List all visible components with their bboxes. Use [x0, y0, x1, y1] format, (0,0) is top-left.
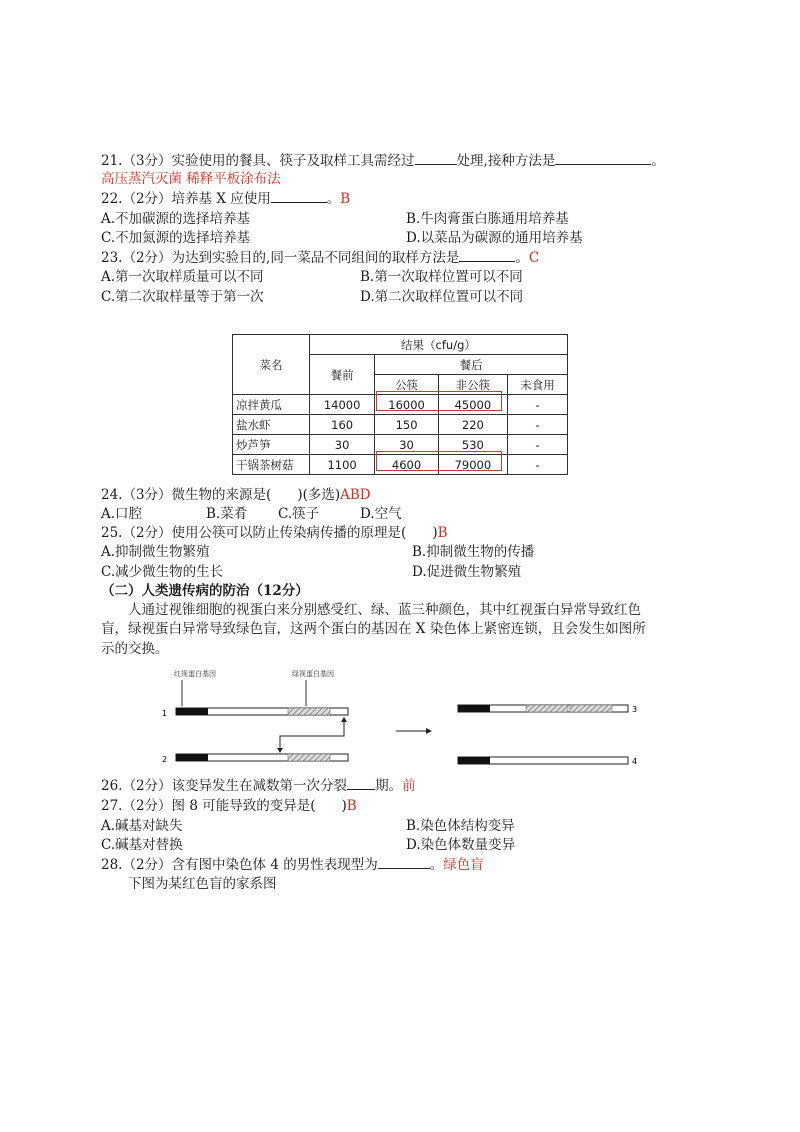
table-row: 干锅茶树菇 1100 4600 79000 - — [233, 455, 568, 475]
chromosome-number-4: 4 — [632, 757, 638, 766]
q22-option-c: C.不加氮源的选择培养基 — [101, 230, 251, 246]
q27-stem: 27.（2分）图 8 可能导致的变异是( )B — [101, 798, 357, 814]
q27-option-c: C.碱基对替换 — [101, 837, 183, 853]
q24-option-d: D.空气 — [360, 506, 402, 522]
arrowhead — [277, 748, 283, 753]
table-row: 炒芦笋 30 30 530 - — [233, 435, 568, 455]
q27-answer: B — [346, 798, 357, 814]
crossover-line — [280, 720, 344, 750]
q22-option-a: A.不加碳源的选择培养基 — [101, 211, 251, 227]
header-fei: 非公筷 — [438, 375, 507, 395]
blank — [459, 249, 515, 262]
green-gene-block — [570, 705, 612, 712]
table-row: 盐水虾 160 150 220 - — [233, 415, 568, 435]
chromosome-number-3: 3 — [632, 705, 638, 714]
q23-option-a: A.第一次取样质量可以不同 — [101, 269, 264, 285]
red-gene-block — [458, 705, 490, 712]
chromosome-number-1: 1 — [162, 709, 168, 718]
red-gene-block — [176, 754, 208, 761]
q23-stem: 23.（2分）为达到实验目的,同一菜品不同组间的取样方法是 。C — [101, 250, 540, 266]
blank — [347, 777, 375, 790]
q21-answer: 高压蒸汽灭菌 稀释平板涂布法 — [101, 171, 281, 187]
header-gong: 公筷 — [375, 375, 439, 395]
q26-answer: 前 — [402, 778, 416, 794]
label-red-gene: 红视蛋白基因 — [174, 670, 216, 678]
highlight-box — [376, 451, 502, 471]
q28-answer: 绿色盲 — [443, 857, 484, 873]
header-before: 餐前 — [309, 355, 374, 395]
q22-option-b: B.牛肉膏蛋白胨通用培养基 — [406, 211, 569, 227]
section-title: （二）人类遗传病的防治（12分） — [101, 583, 309, 599]
q23-option-d: D.第二次取样位置可以不同 — [360, 289, 524, 305]
highlight-box — [376, 391, 502, 411]
q23-option-c: C.第二次取样量等于第一次 — [101, 289, 264, 305]
q21-stem: 21.（3分）实验使用的餐具、筷子及取样工具需经过 处理,接种方法是 。 — [101, 153, 665, 169]
green-gene-block — [288, 708, 330, 715]
blank — [378, 856, 430, 869]
q27-option-a: A.碱基对缺失 — [101, 818, 183, 834]
q24-answer: ABD — [340, 487, 371, 503]
q25-option-b: B.抑制微生物的传播 — [412, 544, 535, 560]
q25-stem: 25.（2分）使用公筷可以防止传染病传播的原理是( )B — [101, 525, 448, 541]
q23-option-b: B.第一次取样位置可以不同 — [360, 269, 523, 285]
green-gene-block — [288, 754, 330, 761]
red-gene-block — [458, 757, 490, 764]
header-wei: 未食用 — [507, 375, 567, 395]
crossover-diagram — [160, 666, 640, 774]
q22-answer: B — [340, 191, 351, 207]
pedigree-intro: 下图为某红色盲的家系图 — [128, 876, 277, 892]
q22-option-d: D.以菜品为碳源的通用培养基 — [406, 230, 583, 246]
q24-stem: 24.（3分）微生物的来源是( )(多选)ABD — [101, 487, 371, 503]
q22-stem: 22.（2分）培养基 X 应使用 。B — [101, 191, 351, 207]
blank — [271, 190, 327, 203]
q25-option-c: C.减少微生物的生长 — [101, 564, 224, 580]
table-row: 凉拌黄瓜 14000 16000 45000 - — [233, 395, 568, 415]
arrowhead — [341, 717, 347, 722]
header-after: 餐后 — [375, 355, 568, 375]
q25-option-a: A.抑制微生物繁殖 — [101, 544, 210, 560]
chromosome-number-2: 2 — [162, 755, 168, 764]
header-dish: 菜名 — [233, 335, 310, 395]
red-gene-block — [176, 708, 208, 715]
q25-option-d: D.促进微生物繁殖 — [412, 564, 522, 580]
q27-option-d: D.染色体数量变异 — [406, 837, 516, 853]
header-result: 结果（cfu/g） — [309, 335, 567, 355]
paragraph-line: 人通过视锥细胞的视蛋白来分别感受红、绿、蓝三种颜色，其中红视蛋白异常导致红色 — [128, 602, 641, 618]
q26-stem: 26.（2分）该变异发生在减数第一次分裂 期。前 — [101, 778, 416, 794]
q28-stem: 28.（2分）含有图中染色体 4 的男性表现型为 。绿色盲 — [101, 857, 484, 873]
paragraph-line: 盲，绿视蛋白异常导致绿色盲，这两个蛋白的基因在 X 染色体上紧密连锁，且会发生如图所 — [101, 621, 646, 637]
q24-option-b: B.菜肴 — [206, 506, 248, 522]
q25-answer: B — [437, 525, 448, 541]
label-green-gene: 绿视蛋白基因 — [292, 670, 334, 678]
blank — [555, 152, 651, 165]
paragraph-line: 示的交换。 — [101, 641, 169, 657]
blank — [415, 152, 457, 165]
q24-option-c: C.筷子 — [278, 506, 320, 522]
arrowhead — [426, 728, 432, 734]
q23-answer: C — [528, 250, 540, 266]
green-gene-block — [526, 705, 568, 712]
q24-option-a: A.口腔 — [101, 506, 143, 522]
q27-option-b: B.染色体结构变异 — [406, 818, 515, 834]
